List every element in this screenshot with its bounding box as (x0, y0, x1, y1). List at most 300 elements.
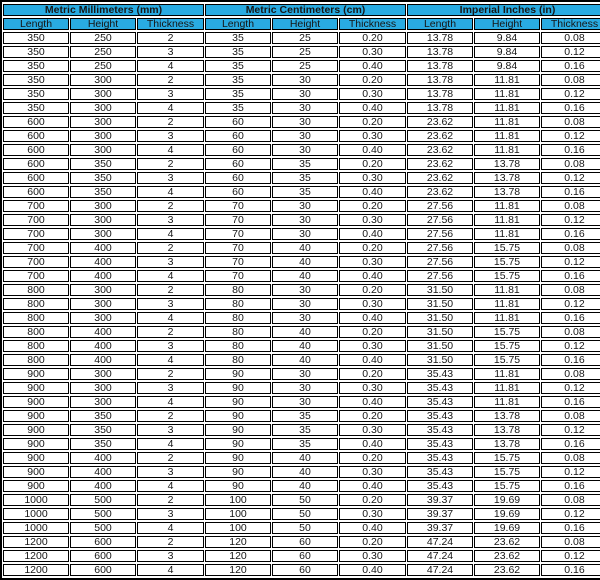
cell: 250 (70, 60, 136, 72)
cell: 11.81 (474, 382, 540, 394)
cell: 0.16 (541, 60, 600, 72)
cell: 900 (3, 368, 69, 380)
cell: 30 (272, 298, 338, 310)
cell: 0.20 (339, 116, 406, 128)
cell: 60 (205, 186, 271, 198)
cell: 0.40 (339, 186, 406, 198)
cell: 11.81 (474, 284, 540, 296)
cell: 100 (205, 494, 271, 506)
cell: 0.08 (541, 536, 600, 548)
cell: 300 (70, 298, 136, 310)
cell: 0.30 (339, 508, 406, 520)
cell: 70 (205, 228, 271, 240)
cell: 31.50 (407, 298, 473, 310)
cell: 4 (137, 312, 204, 324)
cell: 800 (3, 354, 69, 366)
column-header-mm-height: Height (70, 18, 136, 30)
cell: 27.56 (407, 214, 473, 226)
column-header-cm-length: Length (205, 18, 271, 30)
cell: 0.20 (339, 74, 406, 86)
cell: 900 (3, 382, 69, 394)
cell: 30 (272, 88, 338, 100)
cell: 31.50 (407, 326, 473, 338)
cell: 23.62 (474, 536, 540, 548)
cell: 0.20 (339, 368, 406, 380)
cell: 100 (205, 508, 271, 520)
cell: 2 (137, 158, 204, 170)
cell: 35.43 (407, 396, 473, 408)
cell: 4 (137, 480, 204, 492)
cell: 0.30 (339, 298, 406, 310)
cell: 11.81 (474, 214, 540, 226)
cell: 60 (205, 144, 271, 156)
cell: 35 (205, 102, 271, 114)
cell: 0.16 (541, 396, 600, 408)
cell: 25 (272, 60, 338, 72)
cell: 3 (137, 214, 204, 226)
cell: 39.37 (407, 522, 473, 534)
cell: 0.16 (541, 186, 600, 198)
cell: 900 (3, 438, 69, 450)
cell: 3 (137, 340, 204, 352)
cell: 30 (272, 368, 338, 380)
table-row (3, 536, 600, 548)
cell: 50 (272, 494, 338, 506)
cell: 0.12 (541, 256, 600, 268)
cell: 0.16 (541, 144, 600, 156)
cell: 3 (137, 256, 204, 268)
cell: 900 (3, 396, 69, 408)
cell: 35 (272, 438, 338, 450)
cell: 31.50 (407, 312, 473, 324)
cell: 0.12 (541, 130, 600, 142)
cell: 80 (205, 298, 271, 310)
cell: 4 (137, 144, 204, 156)
cell: 11.81 (474, 144, 540, 156)
cell: 11.81 (474, 116, 540, 128)
cell: 300 (70, 144, 136, 156)
cell: 4 (137, 564, 204, 576)
cell: 1200 (3, 564, 69, 576)
cell: 350 (3, 46, 69, 58)
cell: 0.40 (339, 564, 406, 576)
cell: 0.12 (541, 46, 600, 58)
cell: 13.78 (474, 158, 540, 170)
cell: 27.56 (407, 256, 473, 268)
cell: 30 (272, 214, 338, 226)
cell: 400 (70, 480, 136, 492)
cell: 0.12 (541, 298, 600, 310)
cell: 13.78 (474, 172, 540, 184)
cell: 35.43 (407, 452, 473, 464)
cell: 0.30 (339, 466, 406, 478)
cell: 0.16 (541, 312, 600, 324)
table-row (3, 494, 600, 506)
cell: 0.20 (339, 242, 406, 254)
cell: 15.75 (474, 326, 540, 338)
cell: 500 (70, 508, 136, 520)
cell: 40 (272, 270, 338, 282)
table-row (3, 144, 600, 156)
cell: 60 (272, 536, 338, 548)
cell: 300 (70, 74, 136, 86)
cell: 30 (272, 396, 338, 408)
cell: 300 (70, 130, 136, 142)
cell: 400 (70, 256, 136, 268)
cell: 0.20 (339, 536, 406, 548)
cell: 31.50 (407, 284, 473, 296)
cell: 350 (3, 60, 69, 72)
cell: 0.12 (541, 340, 600, 352)
cell: 23.62 (407, 130, 473, 142)
cell: 700 (3, 256, 69, 268)
cell: 0.30 (339, 88, 406, 100)
table-row (3, 480, 600, 492)
table-row (3, 228, 600, 240)
cell: 15.75 (474, 256, 540, 268)
cell: 600 (3, 144, 69, 156)
cell: 300 (70, 88, 136, 100)
cell: 11.81 (474, 298, 540, 310)
cell: 0.16 (541, 270, 600, 282)
cell: 0.40 (339, 438, 406, 450)
table-row (3, 396, 600, 408)
cell: 2 (137, 32, 204, 44)
table-row (3, 368, 600, 380)
cell: 0.40 (339, 312, 406, 324)
cell: 9.84 (474, 46, 540, 58)
column-header-in-thickness: Thickness (541, 18, 600, 30)
cell: 39.37 (407, 508, 473, 520)
cell: 40 (272, 340, 338, 352)
cell: 19.69 (474, 494, 540, 506)
cell: 90 (205, 368, 271, 380)
cell: 0.08 (541, 452, 600, 464)
cell: 350 (3, 32, 69, 44)
cell: 350 (3, 88, 69, 100)
cell: 4 (137, 228, 204, 240)
cell: 0.40 (339, 228, 406, 240)
column-header-cm-thickness: Thickness (339, 18, 406, 30)
cell: 500 (70, 494, 136, 506)
cell: 600 (70, 564, 136, 576)
cell: 3 (137, 298, 204, 310)
cell: 80 (205, 284, 271, 296)
cell: 40 (272, 242, 338, 254)
table-row (3, 452, 600, 464)
cell: 350 (70, 438, 136, 450)
cell: 4 (137, 438, 204, 450)
table-row (3, 256, 600, 268)
cell: 15.75 (474, 480, 540, 492)
cell: 300 (70, 214, 136, 226)
cell: 23.62 (474, 564, 540, 576)
cell: 30 (272, 74, 338, 86)
cell: 0.40 (339, 354, 406, 366)
cell: 2 (137, 536, 204, 548)
cell: 0.08 (541, 326, 600, 338)
cell: 90 (205, 410, 271, 422)
table-row (3, 438, 600, 450)
cell: 30 (272, 382, 338, 394)
cell: 50 (272, 508, 338, 520)
cell: 19.69 (474, 508, 540, 520)
cell: 700 (3, 200, 69, 212)
cell: 23.62 (407, 158, 473, 170)
cell: 27.56 (407, 200, 473, 212)
cell: 0.40 (339, 396, 406, 408)
cell: 80 (205, 326, 271, 338)
column-header-mm-length: Length (3, 18, 69, 30)
cell: 600 (3, 116, 69, 128)
cell: 80 (205, 312, 271, 324)
cell: 120 (205, 536, 271, 548)
cell: 0.20 (339, 32, 406, 44)
cell: 0.20 (339, 284, 406, 296)
cell: 700 (3, 214, 69, 226)
cell: 2 (137, 326, 204, 338)
cell: 600 (3, 130, 69, 142)
cell: 4 (137, 270, 204, 282)
cell: 60 (272, 550, 338, 562)
cell: 70 (205, 270, 271, 282)
cell: 700 (3, 242, 69, 254)
cell: 2 (137, 368, 204, 380)
cell: 2 (137, 284, 204, 296)
table-row (3, 214, 600, 226)
section-header-row (3, 4, 600, 16)
table-row (3, 340, 600, 352)
cell: 0.30 (339, 256, 406, 268)
cell: 2 (137, 410, 204, 422)
table-row (3, 186, 600, 198)
cell: 27.56 (407, 270, 473, 282)
cell: 23.62 (474, 550, 540, 562)
cell: 300 (70, 312, 136, 324)
cell: 0.30 (339, 340, 406, 352)
cell: 35.43 (407, 480, 473, 492)
cell: 90 (205, 452, 271, 464)
cell: 30 (272, 116, 338, 128)
cell: 35 (205, 32, 271, 44)
cell: 35.43 (407, 466, 473, 478)
cell: 11.81 (474, 200, 540, 212)
cell: 250 (70, 46, 136, 58)
cell: 0.20 (339, 410, 406, 422)
cell: 30 (272, 200, 338, 212)
column-header-mm-thickness: Thickness (137, 18, 204, 30)
cell: 900 (3, 466, 69, 478)
column-header-in-length: Length (407, 18, 473, 30)
cell: 90 (205, 382, 271, 394)
cell: 0.20 (339, 326, 406, 338)
cell: 400 (70, 340, 136, 352)
cell: 700 (3, 228, 69, 240)
cell: 40 (272, 466, 338, 478)
cell: 31.50 (407, 354, 473, 366)
cell: 300 (70, 368, 136, 380)
cell: 350 (3, 102, 69, 114)
cell: 0.08 (541, 494, 600, 506)
cell: 80 (205, 354, 271, 366)
table-row (3, 522, 600, 534)
cell: 3 (137, 382, 204, 394)
cell: 90 (205, 424, 271, 436)
cell: 900 (3, 410, 69, 422)
cell: 35 (272, 424, 338, 436)
cell: 13.78 (474, 438, 540, 450)
cell: 15.75 (474, 466, 540, 478)
table-row (3, 200, 600, 212)
cell: 35 (272, 186, 338, 198)
cell: 1200 (3, 550, 69, 562)
cell: 70 (205, 256, 271, 268)
cell: 31.50 (407, 340, 473, 352)
cell: 90 (205, 466, 271, 478)
cell: 400 (70, 452, 136, 464)
cell: 0.40 (339, 60, 406, 72)
cell: 15.75 (474, 270, 540, 282)
cell: 4 (137, 396, 204, 408)
cell: 3 (137, 130, 204, 142)
cell: 30 (272, 284, 338, 296)
table-row (3, 466, 600, 478)
table-row (3, 550, 600, 562)
cell: 23.62 (407, 172, 473, 184)
cell: 600 (70, 536, 136, 548)
cell: 300 (70, 228, 136, 240)
cell: 4 (137, 522, 204, 534)
cell: 300 (70, 116, 136, 128)
cell: 0.08 (541, 32, 600, 44)
cell: 1200 (3, 536, 69, 548)
cell: 0.30 (339, 46, 406, 58)
cell: 900 (3, 480, 69, 492)
cell: 900 (3, 452, 69, 464)
cell: 35.43 (407, 410, 473, 422)
cell: 3 (137, 88, 204, 100)
table-row (3, 32, 600, 44)
cell: 13.78 (474, 186, 540, 198)
cell: 23.62 (407, 116, 473, 128)
cell: 27.56 (407, 242, 473, 254)
cell: 800 (3, 326, 69, 338)
cell: 0.08 (541, 74, 600, 86)
cell: 70 (205, 214, 271, 226)
cell: 0.08 (541, 368, 600, 380)
cell: 60 (205, 130, 271, 142)
cell: 350 (70, 172, 136, 184)
cell: 600 (70, 550, 136, 562)
cell: 700 (3, 270, 69, 282)
cell: 3 (137, 172, 204, 184)
cell: 0.40 (339, 144, 406, 156)
cell: 400 (70, 466, 136, 478)
cell: 0.20 (339, 494, 406, 506)
cell: 400 (70, 326, 136, 338)
table-row (3, 242, 600, 254)
cell: 39.37 (407, 494, 473, 506)
cell: 35 (205, 46, 271, 58)
table-row (3, 312, 600, 324)
cell: 0.08 (541, 116, 600, 128)
cell: 1000 (3, 508, 69, 520)
cell: 0.40 (339, 102, 406, 114)
cell: 40 (272, 256, 338, 268)
cell: 13.78 (407, 46, 473, 58)
cell: 11.81 (474, 312, 540, 324)
cell: 35.43 (407, 438, 473, 450)
cell: 0.30 (339, 424, 406, 436)
cell: 1000 (3, 494, 69, 506)
cell: 400 (70, 242, 136, 254)
cell: 35 (272, 410, 338, 422)
cell: 400 (70, 270, 136, 282)
cell: 300 (70, 284, 136, 296)
cell: 30 (272, 102, 338, 114)
table-row (3, 74, 600, 86)
cell: 800 (3, 340, 69, 352)
cell: 2 (137, 242, 204, 254)
cell: 3 (137, 508, 204, 520)
cell: 0.16 (541, 522, 600, 534)
cell: 70 (205, 200, 271, 212)
cell: 0.16 (541, 564, 600, 576)
cell: 23.62 (407, 186, 473, 198)
cell: 11.81 (474, 228, 540, 240)
cell: 13.78 (474, 410, 540, 422)
cell: 30 (272, 144, 338, 156)
cell: 2 (137, 74, 204, 86)
cell: 350 (3, 74, 69, 86)
cell: 35 (205, 74, 271, 86)
cell: 90 (205, 396, 271, 408)
cell: 11.81 (474, 368, 540, 380)
cell: 500 (70, 522, 136, 534)
cell: 3 (137, 550, 204, 562)
cell: 0.08 (541, 284, 600, 296)
cell: 250 (70, 32, 136, 44)
cell: 27.56 (407, 228, 473, 240)
cell: 2 (137, 494, 204, 506)
cell: 3 (137, 424, 204, 436)
cell: 0.12 (541, 172, 600, 184)
cell: 35 (272, 158, 338, 170)
cell: 13.78 (407, 32, 473, 44)
cell: 600 (3, 158, 69, 170)
cell: 0.40 (339, 480, 406, 492)
table-row (3, 270, 600, 282)
cell: 0.08 (541, 242, 600, 254)
cell: 11.81 (474, 130, 540, 142)
cell: 11.81 (474, 102, 540, 114)
cell: 300 (70, 382, 136, 394)
cell: 9.84 (474, 32, 540, 44)
cell: 0.08 (541, 158, 600, 170)
cell: 0.20 (339, 158, 406, 170)
cell: 3 (137, 46, 204, 58)
table-row (3, 564, 600, 576)
cell: 47.24 (407, 564, 473, 576)
cell: 60 (205, 172, 271, 184)
cell: 2 (137, 452, 204, 464)
table-row (3, 60, 600, 72)
cell: 15.75 (474, 242, 540, 254)
table-row (3, 172, 600, 184)
cell: 4 (137, 102, 204, 114)
column-header-row (3, 18, 600, 30)
cell: 0.08 (541, 410, 600, 422)
